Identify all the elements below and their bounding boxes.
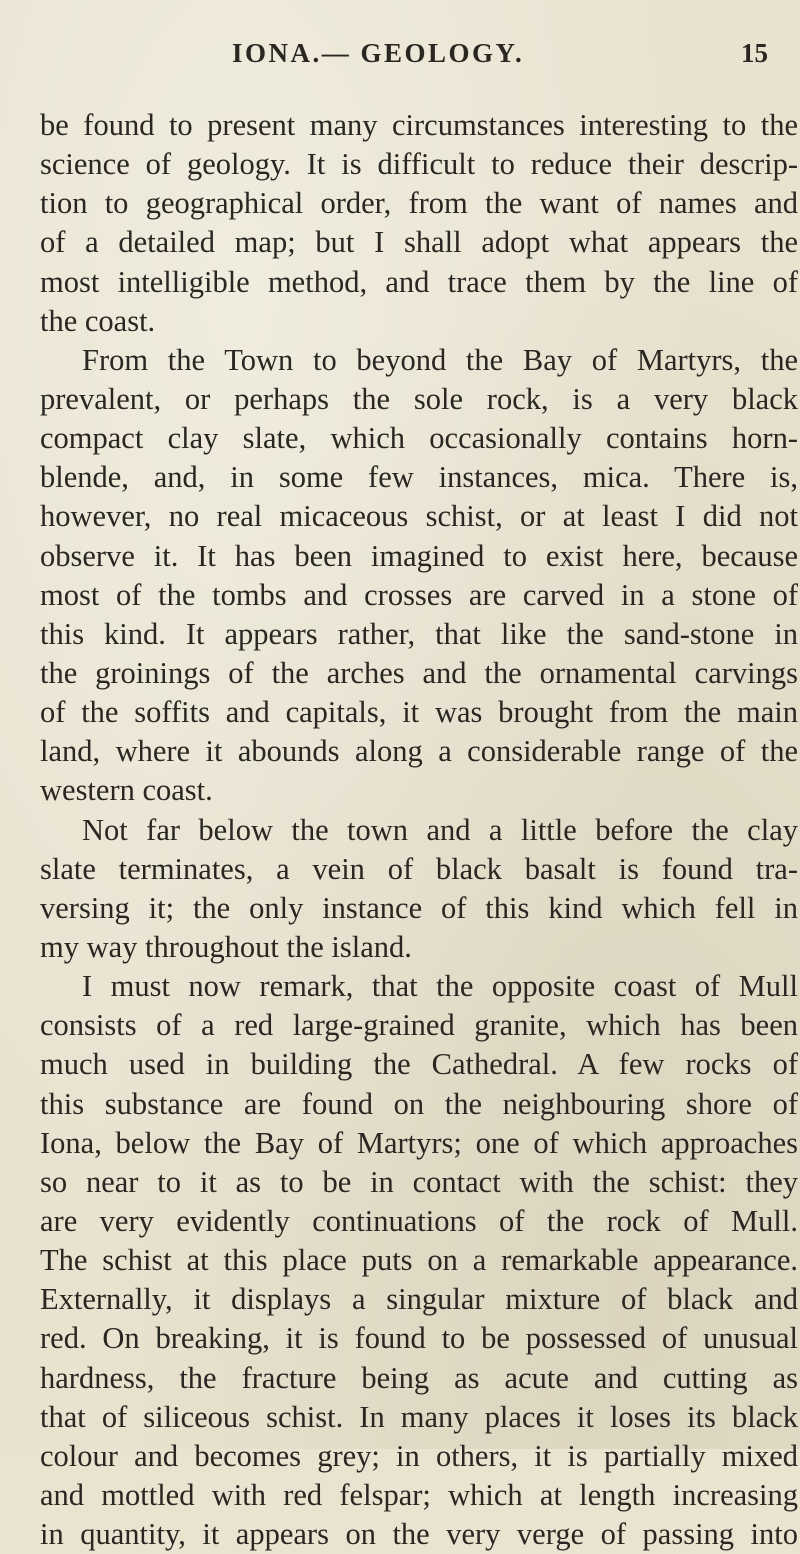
body-text xyxy=(40,106,798,1554)
text-line: much used in building the Cathedral. A few rocks of xyxy=(40,1047,798,1082)
text-line: tion to geographical order, from the want of names and xyxy=(40,186,798,221)
text-line: of the soffits and capitals, it was brought from the main xyxy=(40,695,798,730)
text-line: slate terminates, a vein of black basalt is found tra- xyxy=(40,851,798,886)
text-line: The schist at this place puts on a remarkable appearance. xyxy=(40,1243,798,1278)
text-line: land, where it abounds along a considerable range of the xyxy=(40,734,798,769)
text-line: western coast. xyxy=(40,773,213,808)
text-line: the coast. xyxy=(40,303,156,338)
text-line: are very evidently continuations of the rock of Mull. xyxy=(40,1203,798,1238)
text-line: however, no real micaceous schist, or at least I did not xyxy=(40,499,798,534)
text-line: compact clay slate, which occasionally contains horn- xyxy=(40,421,798,456)
text-line: science of geology. It is difficult to reduce their descrip- xyxy=(40,147,798,182)
text-line: consists of a red large-grained granite, which has been xyxy=(40,1008,798,1043)
text-line: the groinings of the arches and the ornamental carvings xyxy=(40,655,798,690)
text-line: this kind. It appears rather, that like the sand-stone in xyxy=(40,616,798,651)
text-line: of a detailed map; but I shall adopt what appears the xyxy=(40,225,798,260)
text-line: versing it; the only instance of this kind which fell in xyxy=(40,890,798,925)
running-head xyxy=(0,38,800,78)
text-line: Not far below the town and a little before the clay xyxy=(82,812,798,847)
text-line: and mottled with red felspar; which at length increasing xyxy=(40,1477,798,1512)
page-number: 15 xyxy=(741,38,768,68)
text-line: Iona, below the Bay of Martyrs; one of which approaches xyxy=(40,1125,798,1160)
text-line: this substance are found on the neighbouring shore of xyxy=(40,1086,798,1121)
text-line: that of siliceous schist. In many places it loses its black xyxy=(40,1399,798,1434)
text-line: hardness, the fracture being as acute and cutting as xyxy=(40,1360,798,1395)
text-line: red. On breaking, it is found to be possessed of unusual xyxy=(40,1321,798,1356)
text-line: most of the tombs and crosses are carved in a stone of xyxy=(40,577,798,612)
running-title: IONA.— GEOLOGY. xyxy=(232,38,525,68)
text-line: From the Town to beyond the Bay of Martyrs, the xyxy=(82,342,798,377)
text-line: so near to it as to be in contact with the schist: they xyxy=(40,1164,798,1199)
text-line: my way throughout the island. xyxy=(40,929,412,964)
text-line: observe it. It has been imagined to exist here, because xyxy=(40,538,798,573)
text-line: colour and becomes grey; in others, it is partially mixed xyxy=(40,1438,798,1473)
text-line: I must now remark, that the opposite coast of Mull xyxy=(82,969,798,1004)
text-line: be found to present many circumstances interesting to the xyxy=(40,108,798,142)
text-line: prevalent, or perhaps the sole rock, is a very black xyxy=(40,381,798,416)
text-line: in quantity, it appears on the very verge of passing into xyxy=(40,1517,798,1552)
text-line: most intelligible method, and trace them by the line of xyxy=(40,264,798,299)
text-line: blende, and, in some few instances, mica. There is, xyxy=(40,460,798,495)
text-line: Externally, it displays a singular mixture of black and xyxy=(40,1282,798,1317)
